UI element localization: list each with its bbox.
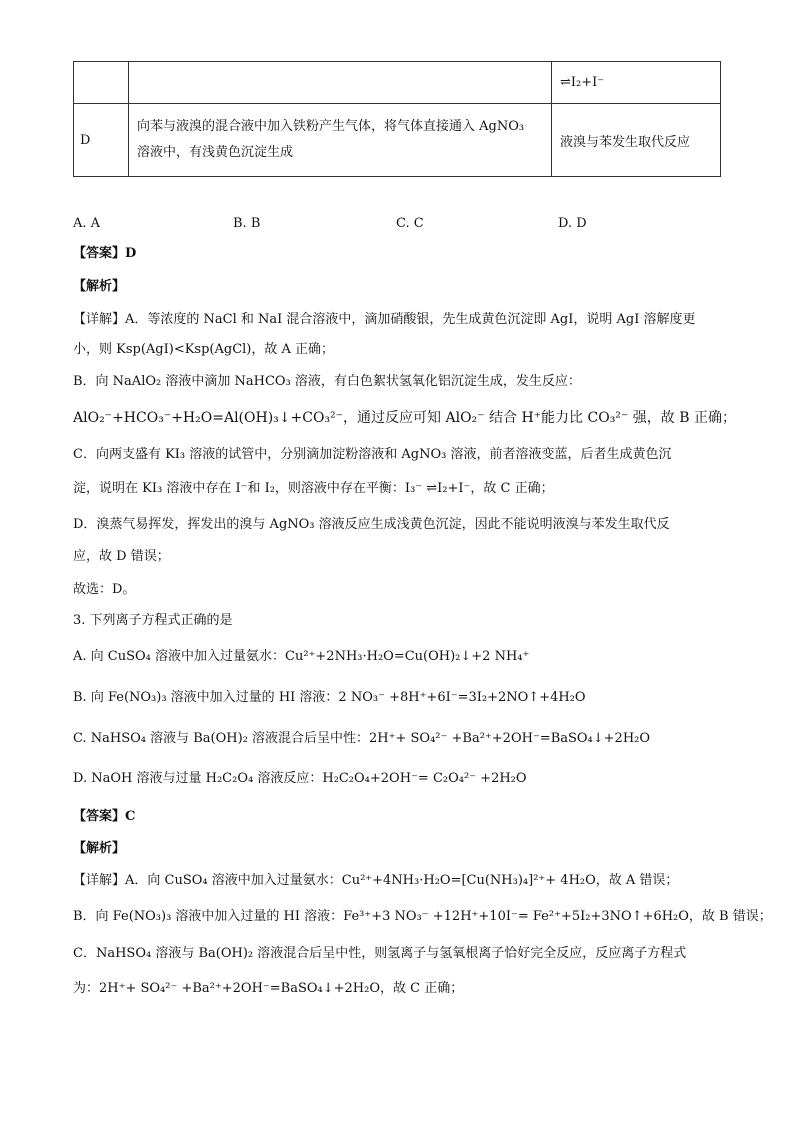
experiment-text-line: 向苯与液溴的混合液中加入铁粉产生气体，将气体直接通入 AgNO₃ bbox=[137, 119, 525, 134]
analysis-line: D．溴蒸气易挥发，挥发出的溴与 AgNO₃ 溶液反应生成浅黄色沉淀，因此不能说明液溴与苯发生取代反 bbox=[73, 517, 670, 532]
table-cell-experiment bbox=[129, 62, 552, 104]
analysis-line: 【详解】A．向 CuSO₄ 溶液中加入过量氨水：Cu²⁺+4NH₃·H₂O=[Cu(NH₃)₄]²⁺+ 4H₂O，故 A 错误； bbox=[73, 873, 679, 888]
question-table bbox=[73, 61, 721, 177]
q3-option-b: B. 向 Fe(NO₃)₃ 溶液中加入过量的 HI 溶液：2 NO₃⁻ +8H⁺+6I⁻=3I₂+2NO↑+4H₂O bbox=[73, 690, 586, 705]
option-b: B. B bbox=[233, 216, 261, 231]
table-row bbox=[74, 62, 721, 104]
option-d: D. D bbox=[558, 216, 587, 231]
table-cell-experiment bbox=[129, 104, 552, 177]
analysis-line: C．向两支盛有 KI₃ 溶液的试管中，分别滴加淀粉溶液和 AgNO₃ 溶液，前者溶液变蓝，后者生成黄色沉 bbox=[73, 447, 672, 462]
question-stem: 3. 下列离子方程式正确的是 bbox=[73, 613, 233, 628]
table-cell-conclusion: 液溴与苯发生取代反应 bbox=[552, 104, 721, 177]
analysis-line: 故选：D。 bbox=[73, 582, 136, 597]
table-row bbox=[74, 104, 721, 177]
analysis-line: 应，故 D 错误； bbox=[73, 549, 170, 564]
analysis-line: 淀，说明在 KI₃ 溶液中存在 I⁻和 I₂，则溶液中存在平衡：I₃⁻ ⇌I₂+I⁻，故 C 正确； bbox=[73, 481, 554, 496]
table-cell-conclusion: ⇌I₂+I⁻ bbox=[552, 62, 721, 104]
analysis-line: 为：2H⁺+ SO₄²⁻ +Ba²⁺+2OH⁻=BaSO₄↓+2H₂O，故 C 正确； bbox=[73, 981, 464, 996]
q3-option-a: A. 向 CuSO₄ 溶液中加入过量氨水：Cu²⁺+2NH₃·H₂O=Cu(OH)₂↓+2 NH₄⁺ bbox=[73, 649, 530, 664]
experiment-text-line: 溶液中，有浅黄色沉淀生成 bbox=[137, 145, 294, 160]
analysis-label: 【解析】 bbox=[73, 279, 126, 294]
table-cell-label: D bbox=[74, 104, 129, 177]
analysis-line: C．NaHSO₄ 溶液与 Ba(OH)₂ 溶液混合后呈中性，则氢离子与氢氧根离子恰好完全反应，反应离子方程式 bbox=[73, 946, 687, 961]
answer-label: 【答案】D bbox=[73, 246, 137, 261]
option-a: A. A bbox=[73, 216, 101, 231]
q3-option-c: C. NaHSO₄ 溶液与 Ba(OH)₂ 溶液混合后呈中性：2H⁺+ SO₄²⁻ +Ba²⁺+2OH⁻=BaSO₄↓+2H₂O bbox=[73, 731, 651, 746]
q3-option-d: D. NaOH 溶液与过量 H₂C₂O₄ 溶液反应：H₂C₂O₄+2OH⁻= C₂O₄²⁻ +2H₂O bbox=[73, 771, 527, 786]
analysis-line: 小，则 Ksp(AgI)<Ksp(AgCl)，故 A 正确； bbox=[73, 342, 335, 357]
analysis-line: 【详解】A．等浓度的 NaCl 和 NaI 混合溶液中，滴加硝酸银，先生成黄色沉淀即 AgI，说明 AgI 溶解度更 bbox=[73, 312, 696, 327]
analysis-line: B．向 NaAlO₂ 溶液中滴加 NaHCO₃ 溶液，有白色絮状氢氧化铝沉淀生成，发生反应： bbox=[73, 374, 581, 389]
answer-label: 【答案】C bbox=[73, 809, 136, 824]
analysis-label: 【解析】 bbox=[73, 841, 126, 856]
analysis-equation-line: AlO₂⁻+HCO₃⁻+H₂O=Al(OH)₃↓+CO₃²⁻，通过反应可知 AlO₂⁻ 结合 H⁺能力比 CO₃²⁻ 强，故 B 正确； bbox=[73, 410, 736, 426]
table-cell-label bbox=[74, 62, 129, 104]
analysis-line: B．向 Fe(NO₃)₃ 溶液中加入过量的 HI 溶液：Fe³⁺+3 NO₃⁻ +12H⁺+10I⁻= Fe²⁺+5I₂+3NO↑+6H₂O，故 B 错误； bbox=[73, 909, 772, 924]
option-c: C. C bbox=[396, 216, 424, 231]
